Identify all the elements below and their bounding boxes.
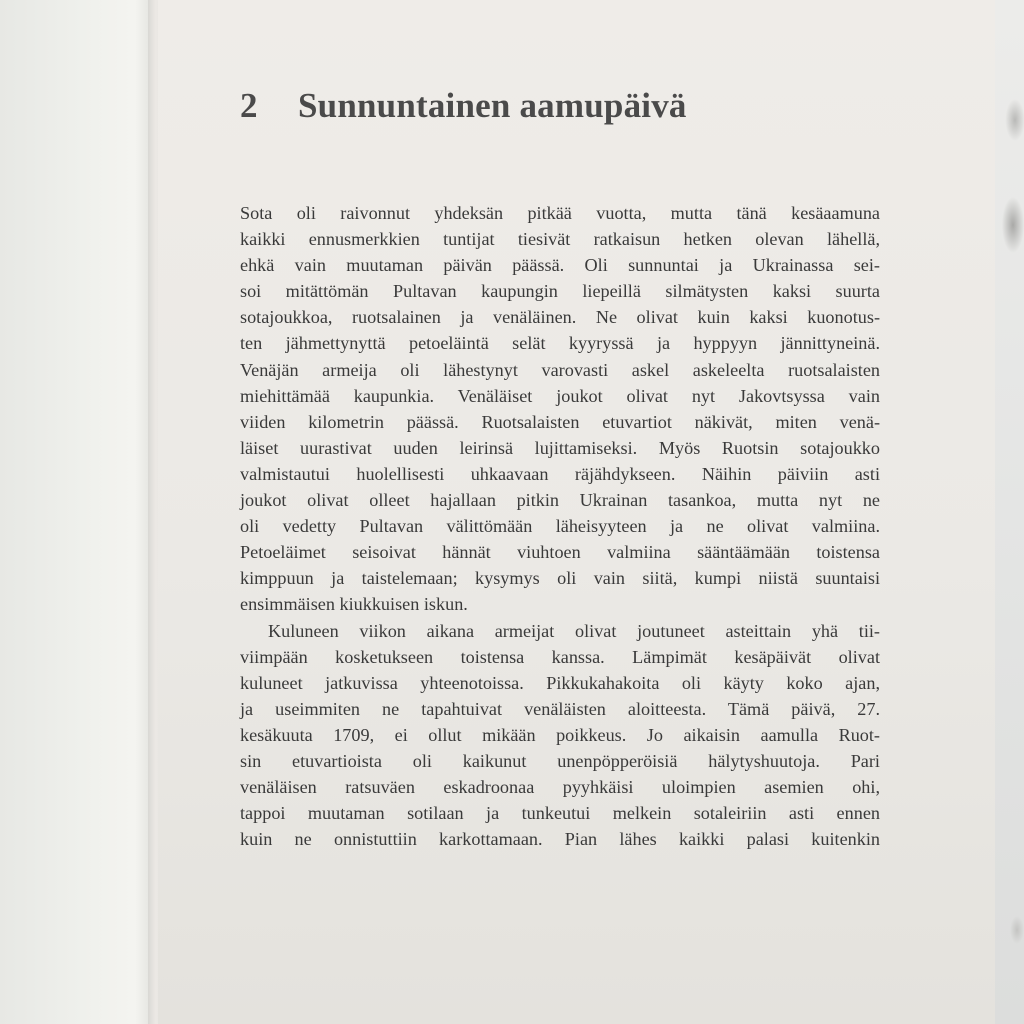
text-line: venäläisen ratsuväen eskadroonaa pyyhkäisi uloimpien asemien ohi,	[240, 777, 880, 798]
text-line: soi mitättömän Pultavan kaupungin liepeillä silmätysten kaksi suurta	[240, 281, 880, 302]
text-line: kuluneet jatkuvissa yhteenotoissa. Pikkukahakoita oli käyty koko ajan,	[240, 672, 880, 693]
paragraph-1	[240, 200, 880, 618]
text-line: Venäjän armeija oli lähestynyt varovasti askel askeleelta ruotsalaisten	[240, 359, 880, 380]
chapter-heading	[240, 86, 687, 126]
text-line: valmistautui huolellisesti uhkaavaan räjähdykseen. Näihin päiviin asti	[240, 463, 880, 484]
text-line: viimpään kosketukseen toistensa kanssa. Lämpimät kesäpäivät olivat	[240, 646, 880, 667]
chapter-number: 2	[240, 86, 258, 125]
text-line: joukot olivat olleet hajallaan pitkin Ukrainan tasankoa, mutta nyt ne	[240, 490, 880, 511]
text-line: Sota oli raivonnut yhdeksän pitkää vuotta, mutta tänä kesäaamuna	[240, 203, 880, 223]
text-line: sin etuvartioista oli kaikunut unenpöpperöisiä hälytyshuutoja. Pari	[240, 750, 880, 771]
text-line: ehkä vain muutaman päivän päässä. Oli sunnuntai ja Ukrainassa sei-	[240, 255, 880, 276]
body-text	[240, 200, 880, 852]
left-book-page	[0, 0, 150, 1024]
text-line: Kuluneen viikon aikana armeijat olivat joutuneet asteittain yhä tii-	[268, 620, 880, 641]
text-line: miehittämää kaupunkia. Venäläiset joukot olivat nyt Jakovtsyssa vain	[240, 385, 880, 406]
text-line: oli vedetty Pultavan välittömään läheisyyteen ja ne olivat valmiina.	[240, 516, 880, 537]
marble-surface	[995, 0, 1024, 1024]
text-line: kesäkuuta 1709, ei ollut mikään poikkeus. Jo aikaisin aamulla Ruot-	[240, 724, 880, 745]
text-line: viiden kilometrin päässä. Ruotsalaisten etuvartiot näkivät, miten venä-	[240, 411, 880, 432]
paragraph-2	[240, 618, 880, 853]
text-line: ja useimmiten ne tapahtuivat venäläisten aloitteesta. Tämä päivä, 27.	[240, 698, 880, 719]
chapter-title: Sunnuntainen aamupäivä	[298, 86, 687, 125]
text-line: kaikki ennusmerkkien tuntijat tiesivät ratkaisun hetken olevan lähellä,	[240, 229, 880, 250]
text-line: ensimmäisen kiukkuisen iskun.	[240, 594, 468, 615]
text-line: läiset uurastivat uuden leirinsä lujittamiseksi. Myös Ruotsin sotajoukko	[240, 437, 880, 458]
text-line: kuin ne onnistuttiin karkottamaan. Pian lähes kaikki palasi kuitenkin	[240, 829, 880, 850]
text-line: sotajoukkoa, ruotsalainen ja venäläinen. Ne olivat kuin kaksi kuonotus-	[240, 307, 880, 328]
text-line: ten jähmettynyttä petoeläintä selät kyyryssä ja hyppyyn jännittyneinä.	[240, 333, 880, 354]
text-line: Petoeläimet seisoivat hännät viuhtoen valmiina sääntäämään toistensa	[240, 542, 880, 563]
text-line: kimppuun ja taistelemaan; kysymys oli vain siitä, kumpi niistä suuntaisi	[240, 568, 880, 589]
text-line: tappoi muutaman sotilaan ja tunkeutui melkein sotaleiriin asti ennen	[240, 803, 880, 824]
